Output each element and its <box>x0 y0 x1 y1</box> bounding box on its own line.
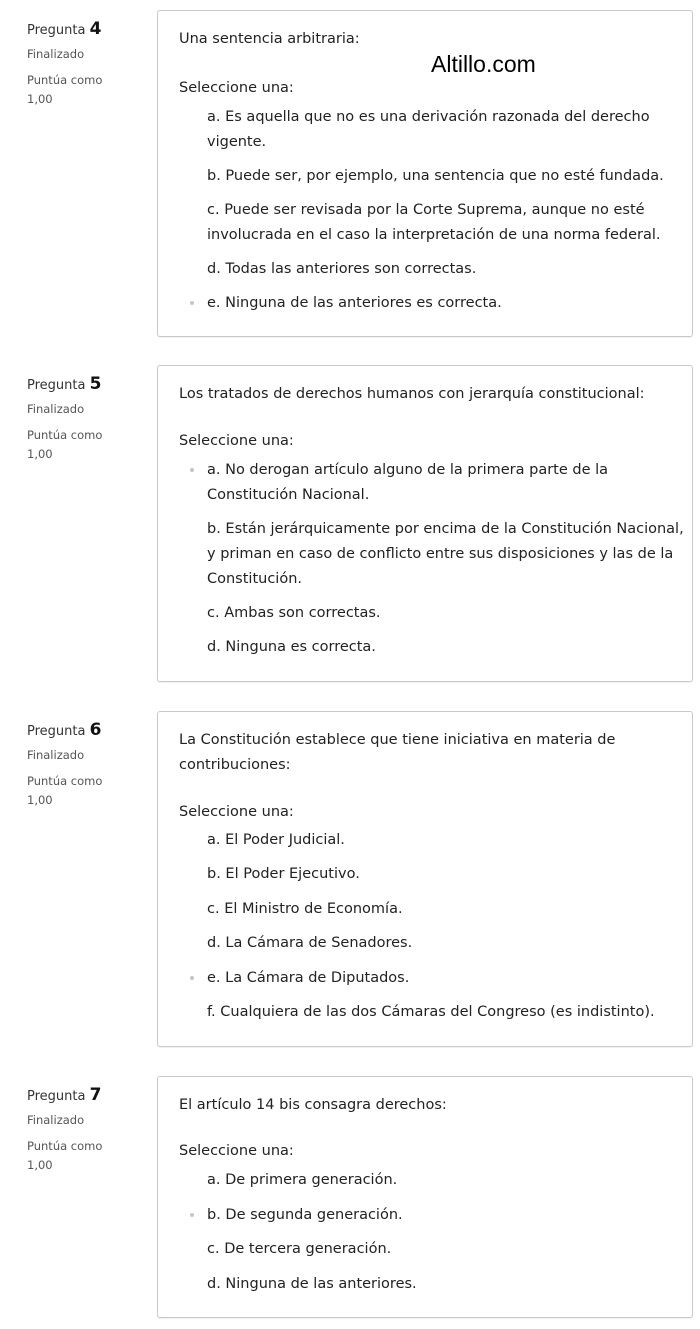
question-number: Pregunta 7 <box>27 1085 102 1105</box>
answer-option-d[interactable]: d. Ninguna de las anteriores. <box>207 1276 417 1292</box>
question-state: Finalizado <box>27 748 85 762</box>
question-info <box>27 721 147 810</box>
selected-dot-icon <box>190 976 194 980</box>
question-grade: Puntúa como 1,00 <box>27 1139 103 1172</box>
answer-option-c[interactable]: c. Ambas son correctas. <box>207 605 381 621</box>
question-number: Pregunta 6 <box>27 720 102 740</box>
question-grade: Puntúa como 1,00 <box>27 73 103 106</box>
selected-dot-icon <box>190 301 194 305</box>
answer-option-c[interactable]: c. De tercera generación. <box>207 1241 392 1257</box>
answer-option-a[interactable]: a. Es aquella que no es una derivación razonada del derecho vigente. <box>207 109 650 150</box>
question-grade: Puntúa como 1,00 <box>27 428 103 461</box>
answer-option-a[interactable]: a. No derogan artículo alguno de la primera parte de la Constitución Nacional. <box>207 458 687 508</box>
answer-option-e[interactable]: e. Ninguna de las anteriores es correcta. <box>207 291 687 316</box>
answer-prompt: Seleccione una: <box>179 804 294 820</box>
question-text: El artículo 14 bis consagra derechos: <box>179 1097 447 1113</box>
question-number: Pregunta 5 <box>27 374 102 394</box>
question-content <box>157 10 693 337</box>
question-state: Finalizado <box>27 402 85 416</box>
answer-option-d[interactable]: d. La Cámara de Senadores. <box>207 935 413 951</box>
question-info <box>27 20 147 109</box>
answer-prompt: Seleccione una: <box>179 433 294 449</box>
question-text: Una sentencia arbitraria: <box>179 31 360 47</box>
answer-prompt: Seleccione una: <box>179 1143 294 1159</box>
question-state: Finalizado <box>27 1113 85 1127</box>
question-content <box>157 711 693 1047</box>
answer-option-e[interactable]: e. La Cámara de Diputados. <box>207 966 687 991</box>
question-text: Los tratados de derechos humanos con jerarquía constitucional: <box>179 386 645 402</box>
question-text: La Constitución establece que tiene iniciativa en materia de contribuciones: <box>179 732 616 773</box>
question-info <box>27 1086 147 1175</box>
answer-option-d[interactable]: d. Ninguna es correcta. <box>207 639 376 655</box>
answer-option-a[interactable]: a. De primera generación. <box>207 1172 398 1188</box>
question-content <box>157 365 693 682</box>
selected-dot-icon <box>190 468 194 472</box>
answer-option-c[interactable]: c. El Ministro de Economía. <box>207 901 403 917</box>
answer-option-c[interactable]: c. Puede ser revisada por la Corte Suprema, aunque no esté involucrada en el caso la interpretación de una norma federal. <box>207 202 661 243</box>
answer-option-b[interactable]: b. Están jerárquicamente por encima de la Constitución Nacional, y priman en caso de conflicto entre sus disposiciones y las de la Constitución. <box>207 521 684 587</box>
answer-option-b[interactable]: b. Puede ser, por ejemplo, una sentencia que no esté fundada. <box>207 168 664 184</box>
answer-option-b[interactable]: b. El Poder Ejecutivo. <box>207 866 360 882</box>
question-grade: Puntúa como 1,00 <box>27 774 103 807</box>
selected-dot-icon <box>190 1213 194 1217</box>
question-state: Finalizado <box>27 47 85 61</box>
question-info <box>27 375 147 464</box>
answer-option-d[interactable]: d. Todas las anteriores son correctas. <box>207 261 477 277</box>
answer-option-a[interactable]: a. El Poder Judicial. <box>207 832 345 848</box>
answer-option-f[interactable]: f. Cualquiera de las dos Cámaras del Congreso (es indistinto). <box>207 1004 655 1020</box>
question-number: Pregunta 4 <box>27 19 102 39</box>
question-content <box>157 1076 693 1318</box>
answer-prompt: Seleccione una: <box>179 80 294 96</box>
watermark: Altillo.com <box>431 51 536 77</box>
answer-option-b[interactable]: b. De segunda generación. <box>207 1203 687 1228</box>
